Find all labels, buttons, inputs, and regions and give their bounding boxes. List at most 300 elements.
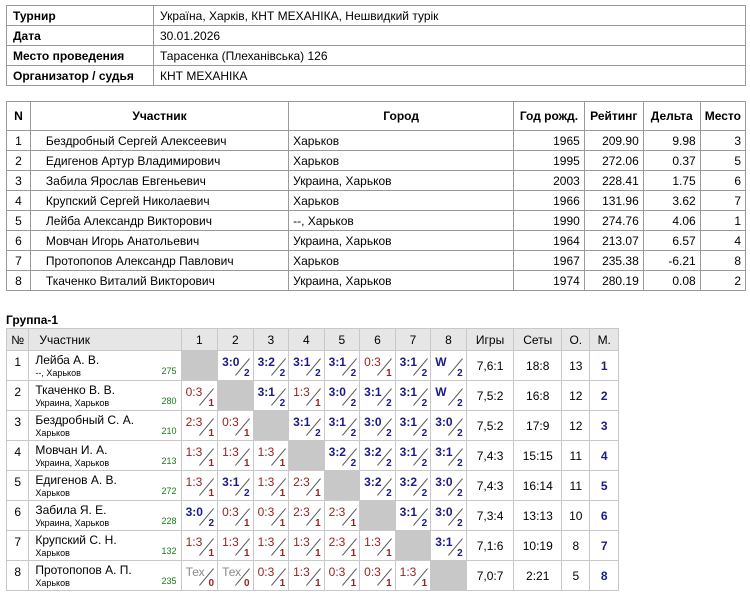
match-cell [360, 351, 396, 381]
group-games: 7,1:6 [466, 531, 514, 561]
info-row [7, 26, 746, 46]
participant-city: Украина, Харьков [289, 171, 514, 191]
participant-row [7, 231, 746, 251]
player-rating: 280 [161, 396, 177, 406]
match-points: 0 [208, 578, 215, 589]
match-cell [324, 531, 360, 561]
match-cell [360, 381, 396, 411]
group-player [29, 351, 181, 381]
group-player [29, 411, 181, 441]
group-col-header: Участник [29, 329, 181, 351]
match-score: 3:1 [399, 385, 418, 399]
player-rating: 132 [161, 546, 177, 556]
group-col-header: 2 [218, 329, 254, 351]
match-cell [253, 531, 289, 561]
self-match-cell [395, 531, 431, 561]
participant-place: 5 [700, 151, 745, 171]
match-points: 1 [350, 578, 357, 589]
match-cell [181, 411, 218, 441]
player-rating: 228 [161, 516, 177, 526]
match-score: 3:0 [435, 415, 453, 429]
participant-city: Харьков [289, 131, 514, 151]
match-cell [360, 471, 396, 501]
match-score: 3:1 [328, 355, 346, 369]
group-player [29, 471, 181, 501]
match-score: 3:0 [435, 475, 453, 489]
group-header-row [7, 329, 619, 351]
match-score: 1:3 [185, 475, 203, 489]
participant-year: 1967 [514, 251, 585, 271]
info-label: Место проведения [7, 46, 154, 66]
match-cell [324, 411, 360, 441]
group-place: 3 [590, 411, 619, 441]
group-points: 10 [562, 501, 590, 531]
group-games: 7,4:3 [466, 471, 514, 501]
match-cell [289, 501, 325, 531]
match-score: 3:1 [293, 415, 311, 429]
participant-year: 1964 [514, 231, 585, 251]
player-rating: 275 [161, 366, 177, 376]
group-col-header: 3 [253, 329, 289, 351]
match-cell [395, 351, 431, 381]
match-points: 2 [315, 368, 321, 379]
match-points: 2 [350, 458, 357, 469]
participant-n: 7 [7, 251, 31, 271]
match-cell [289, 351, 325, 381]
match-score: 3:2 [364, 445, 382, 459]
group-row [7, 381, 619, 411]
participant-place: 3 [700, 131, 745, 151]
match-score: 3:2 [364, 475, 382, 489]
participant-row [7, 151, 746, 171]
match-points: 2 [457, 398, 463, 409]
group-col-header: 8 [431, 329, 467, 351]
match-score: 2:3 [185, 415, 203, 429]
group-player [29, 531, 181, 561]
group-points: 13 [562, 351, 590, 381]
match-score: 3:2 [328, 445, 346, 459]
match-score: 0:3 [257, 565, 275, 579]
info-value: КНТ МЕХАНІКА [154, 66, 746, 86]
match-score: 3:1 [399, 355, 418, 369]
match-cell [431, 441, 467, 471]
player-city: Харьков [35, 548, 70, 558]
participant-city: Харьков [289, 151, 514, 171]
participant-delta: 3.62 [643, 191, 700, 211]
group-games: 7,6:1 [466, 351, 514, 381]
participant-name: Бездробный Сергей Алексеевич [30, 131, 288, 151]
match-score: 2:3 [328, 505, 346, 519]
match-score: 1:3 [293, 385, 310, 399]
group-player [29, 381, 181, 411]
group-row-number: 2 [7, 381, 29, 411]
match-points: 2 [421, 398, 428, 409]
match-cell [289, 471, 325, 501]
match-score: 1:3 [257, 475, 275, 489]
match-cell [395, 501, 431, 531]
match-cell [360, 531, 396, 561]
group-place: 7 [590, 531, 619, 561]
participant-year: 1966 [514, 191, 585, 211]
match-points: 2 [386, 488, 392, 499]
match-cell [253, 561, 289, 591]
group-col-header: 4 [289, 329, 325, 351]
match-points: 1 [386, 578, 392, 589]
match-points: 2 [457, 518, 463, 529]
group-sets: 10:19 [514, 531, 562, 561]
match-points: 1 [315, 548, 321, 559]
match-score: 3:0 [364, 415, 382, 429]
match-cell [324, 501, 360, 531]
group-points: 5 [562, 561, 590, 591]
player-city: Харьков [35, 428, 70, 438]
group-sets: 18:8 [514, 351, 562, 381]
participant-delta: -6.21 [643, 251, 700, 271]
match-cell [324, 441, 360, 471]
player-rating: 213 [161, 456, 177, 466]
player-name: Забила Я. Е. [35, 503, 107, 517]
player-city: --, Харьков [35, 368, 81, 378]
match-score: 3:2 [399, 475, 418, 489]
match-score: 1:3 [257, 535, 275, 549]
self-match-cell [289, 441, 325, 471]
match-points: 1 [350, 548, 357, 559]
match-cell [181, 531, 218, 561]
participant-n: 2 [7, 151, 31, 171]
info-label: Организатор / судья [7, 66, 154, 86]
match-score: Тех [222, 565, 242, 579]
group-col-header: М. [590, 329, 619, 351]
match-score: Тех [185, 565, 205, 579]
participant-rating: 274.76 [584, 211, 643, 231]
group-col-header: Сеты [514, 329, 562, 351]
match-points: 2 [421, 518, 428, 529]
match-cell [181, 471, 218, 501]
match-cell [360, 411, 396, 441]
match-points: 2 [386, 398, 392, 409]
player-rating: 272 [161, 486, 177, 496]
info-row [7, 66, 746, 86]
match-score: 3:0 [222, 355, 240, 369]
group-player [29, 501, 181, 531]
group-row [7, 441, 619, 471]
match-score: 3:0 [185, 505, 203, 519]
match-cell [218, 531, 254, 561]
participant-city: Харьков [289, 191, 514, 211]
group-results-table [6, 328, 619, 591]
match-points: 2 [279, 398, 286, 409]
participant-rating: 209.90 [584, 131, 643, 151]
player-name: Лейба А. В. [35, 353, 100, 367]
match-points: 1 [315, 488, 321, 499]
info-label: Турнир [7, 6, 154, 26]
match-cell [218, 441, 254, 471]
participant-rating: 213.07 [584, 231, 643, 251]
participant-row [7, 271, 746, 291]
match-cell [289, 561, 325, 591]
match-points: 2 [386, 458, 392, 469]
match-score: 1:3 [364, 535, 381, 549]
match-cell [253, 381, 289, 411]
match-points: 1 [208, 428, 215, 439]
match-points: 1 [279, 458, 286, 469]
match-points: 2 [457, 488, 463, 499]
participant-delta: 0.08 [643, 271, 700, 291]
match-score: W [435, 385, 447, 399]
match-score: 0:3 [364, 565, 381, 579]
group-col-header: Игры [466, 329, 514, 351]
group-place: 5 [590, 471, 619, 501]
self-match-cell [431, 561, 467, 591]
match-points: 1 [244, 458, 250, 469]
match-cell [253, 441, 289, 471]
col-header-rating: Рейтинг [584, 102, 643, 131]
participant-n: 4 [7, 191, 31, 211]
group-points: 8 [562, 531, 590, 561]
match-points: 1 [244, 518, 250, 529]
match-score: 1:3 [222, 535, 239, 549]
match-points: 2 [350, 368, 357, 379]
participant-n: 5 [7, 211, 31, 231]
match-score: 3:1 [293, 355, 311, 369]
group-sets: 16:8 [514, 381, 562, 411]
participant-row [7, 211, 746, 231]
participant-place: 6 [700, 171, 745, 191]
group-player [29, 441, 181, 471]
info-value: 30.01.2026 [154, 26, 746, 46]
match-points: 1 [244, 428, 250, 439]
group-row-number: 7 [7, 531, 29, 561]
participant-year: 1974 [514, 271, 585, 291]
group-row-number: 8 [7, 561, 29, 591]
participants-table [6, 101, 746, 291]
participant-n: 1 [7, 131, 31, 151]
player-city: Украина, Харьков [35, 398, 110, 408]
match-cell [218, 501, 254, 531]
group-row-number: 4 [7, 441, 29, 471]
match-cell [360, 561, 396, 591]
match-score: 0:3 [222, 505, 239, 519]
group-col-header: 7 [395, 329, 431, 351]
match-cell [218, 411, 254, 441]
participant-name: Лейба Александр Викторович [30, 211, 288, 231]
match-points: 1 [421, 578, 428, 589]
col-header-place: Место [700, 102, 745, 131]
group-sets: 13:13 [514, 501, 562, 531]
match-score: 3:1 [435, 445, 453, 459]
match-cell [289, 381, 325, 411]
match-score: 2:3 [293, 505, 310, 519]
tournament-info-table [6, 5, 746, 86]
match-cell [181, 501, 218, 531]
match-points: 2 [457, 368, 463, 379]
match-cell [218, 471, 254, 501]
match-cell [324, 351, 360, 381]
match-score: 3:1 [399, 445, 418, 459]
match-points: 2 [457, 428, 463, 439]
match-points: 2 [244, 368, 250, 379]
group-points: 12 [562, 411, 590, 441]
participant-row [7, 171, 746, 191]
match-score: 3:1 [222, 475, 240, 489]
match-score: 3:0 [435, 505, 453, 519]
match-points: 2 [421, 488, 428, 499]
self-match-cell [253, 411, 289, 441]
match-cell [324, 561, 360, 591]
participant-delta: 0.37 [643, 151, 700, 171]
info-value: Україна, Харків, КНТ МЕХАНІКА, Нешвидкий турік [154, 6, 746, 26]
player-name: Ткаченко В. В. [35, 383, 116, 397]
player-name: Протопопов А. П. [35, 563, 132, 577]
match-cell [218, 561, 254, 591]
match-points: 2 [457, 458, 463, 469]
match-points: 1 [279, 578, 286, 589]
match-points: 2 [244, 488, 250, 499]
player-city: Харьков [35, 488, 70, 498]
player-name: Мовчан И. А. [35, 443, 108, 457]
match-score: 3:1 [364, 385, 382, 399]
group-points: 12 [562, 381, 590, 411]
participant-rating: 228.41 [584, 171, 643, 191]
match-points: 2 [350, 398, 357, 409]
player-name: Крупский С. Н. [35, 533, 117, 547]
match-points: 2 [421, 428, 428, 439]
col-header-city: Город [289, 102, 514, 131]
match-cell [431, 531, 467, 561]
match-cell [324, 381, 360, 411]
participants-header-row [7, 102, 746, 131]
match-score: 3:2 [257, 355, 275, 369]
participant-place: 7 [700, 191, 745, 211]
match-cell [395, 561, 431, 591]
match-points: 2 [386, 428, 392, 439]
info-row [7, 6, 746, 26]
match-score: 0:3 [185, 385, 203, 399]
match-cell [431, 381, 467, 411]
group-row [7, 411, 619, 441]
match-cell [181, 441, 218, 471]
participant-n: 6 [7, 231, 31, 251]
group-sets: 15:15 [514, 441, 562, 471]
group-row [7, 561, 619, 591]
info-value: Тарасенка (Плеханівська) 126 [154, 46, 746, 66]
self-match-cell [181, 351, 218, 381]
participant-name: Протопопов Александр Павлович [30, 251, 288, 271]
participant-year: 2003 [514, 171, 585, 191]
match-cell [253, 471, 289, 501]
match-score: W [435, 355, 447, 369]
group-col-header: 1 [181, 329, 218, 351]
match-score: 3:1 [328, 415, 346, 429]
group-sets: 16:14 [514, 471, 562, 501]
match-points: 2 [350, 428, 357, 439]
group-games: 7,3:4 [466, 501, 514, 531]
group-row [7, 351, 619, 381]
participant-rating: 235.38 [584, 251, 643, 271]
participant-rating: 131.96 [584, 191, 643, 211]
col-header-n: N [7, 102, 31, 131]
match-points: 1 [315, 578, 321, 589]
match-cell [289, 411, 325, 441]
self-match-cell [360, 501, 396, 531]
match-points: 2 [457, 548, 463, 559]
match-score: 0:3 [257, 505, 275, 519]
group-place: 8 [590, 561, 619, 591]
col-header-year: Год рожд. [514, 102, 585, 131]
player-name: Едигенов А. В. [35, 473, 117, 487]
participant-delta: 4.06 [643, 211, 700, 231]
group-place: 2 [590, 381, 619, 411]
match-points: 1 [386, 548, 392, 559]
group-col-header: № [7, 329, 29, 351]
match-score: 1:3 [222, 445, 239, 459]
group-row-number: 6 [7, 501, 29, 531]
group-row-number: 1 [7, 351, 29, 381]
participant-delta: 1.75 [643, 171, 700, 191]
match-cell [360, 441, 396, 471]
group-games: 7,5:2 [466, 411, 514, 441]
player-city: Украина, Харьков [35, 458, 110, 468]
group-row [7, 471, 619, 501]
participant-place: 2 [700, 271, 745, 291]
match-score: 0:3 [328, 565, 346, 579]
match-cell [431, 471, 467, 501]
self-match-cell [218, 381, 254, 411]
match-score: 3:1 [399, 415, 418, 429]
participant-place: 1 [700, 211, 745, 231]
participant-row [7, 191, 746, 211]
participant-n: 8 [7, 271, 31, 291]
group-col-header: 6 [360, 329, 396, 351]
match-score: 2:3 [293, 475, 310, 489]
match-cell [181, 561, 218, 591]
participant-place: 8 [700, 251, 745, 271]
match-score: 3:1 [435, 535, 453, 549]
match-points: 0 [244, 578, 250, 589]
participant-row [7, 131, 746, 151]
participant-year: 1965 [514, 131, 585, 151]
participant-year: 1990 [514, 211, 585, 231]
match-cell [431, 501, 467, 531]
participant-rating: 280.19 [584, 271, 643, 291]
match-points: 1 [279, 518, 286, 529]
info-label: Дата [7, 26, 154, 46]
group-sets: 17:9 [514, 411, 562, 441]
group-place: 4 [590, 441, 619, 471]
group-row [7, 501, 619, 531]
match-points: 1 [315, 398, 321, 409]
player-name: Бездробный С. А. [35, 413, 135, 427]
player-city: Украина, Харьков [35, 518, 110, 528]
match-points: 1 [208, 398, 215, 409]
match-cell [395, 381, 431, 411]
match-cell [253, 351, 289, 381]
participant-year: 1995 [514, 151, 585, 171]
participant-delta: 9.98 [643, 131, 700, 151]
group-points: 11 [562, 471, 590, 501]
participant-city: Харьков [289, 251, 514, 271]
match-points: 2 [421, 368, 428, 379]
group-col-header: 5 [324, 329, 360, 351]
participant-rating: 272.06 [584, 151, 643, 171]
participant-city: --, Харьков [289, 211, 514, 231]
match-cell [181, 381, 218, 411]
group-col-header: О. [562, 329, 590, 351]
participant-n: 3 [7, 171, 31, 191]
group-games: 7,5:2 [466, 381, 514, 411]
match-cell [395, 441, 431, 471]
participant-name: Крупский Сергей Николаевич [30, 191, 288, 211]
